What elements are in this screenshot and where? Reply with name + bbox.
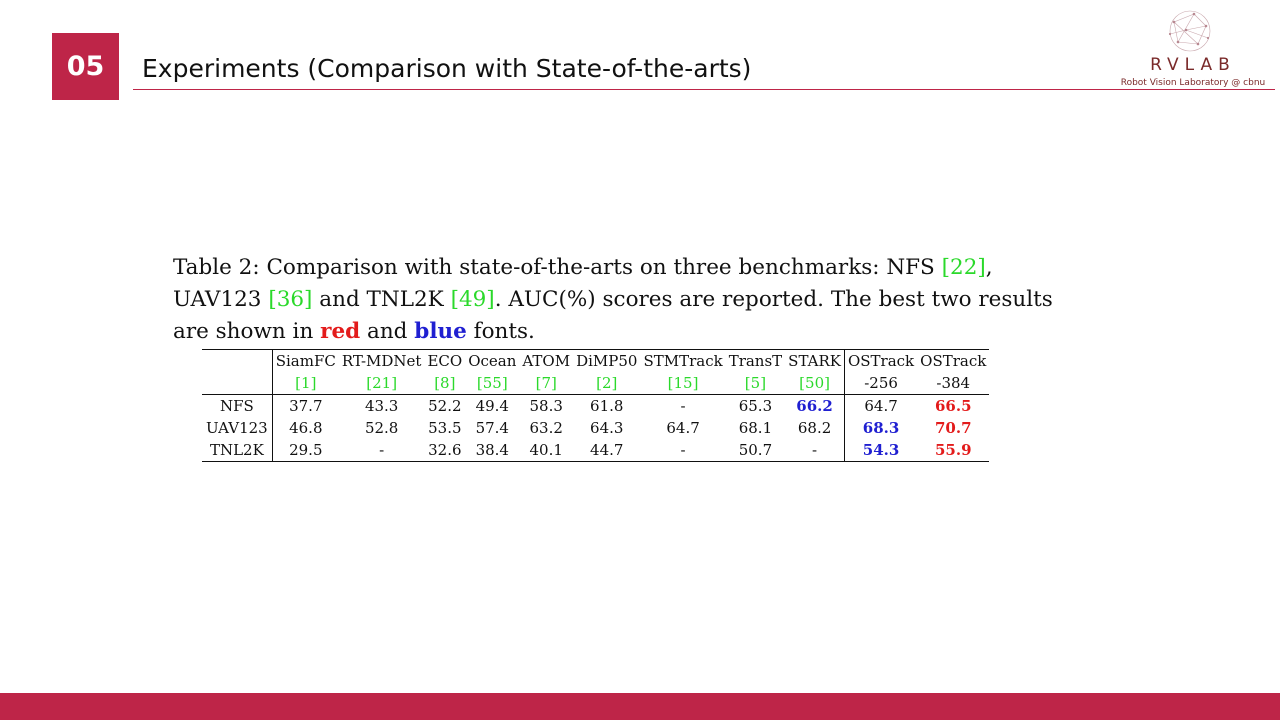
score-cell: 29.5 <box>289 441 323 459</box>
score-cell: 55.9 <box>934 441 972 459</box>
method-name-header: ECO <box>427 352 463 370</box>
score-cell: 70.7 <box>934 419 972 437</box>
citation-link[interactable]: [49] <box>450 287 495 312</box>
method-name-header: STARK <box>785 350 844 373</box>
method-citation-header[interactable]: [15] <box>640 372 725 395</box>
logo-subtitle: Robot Vision Laboratory @ cbnu <box>1120 78 1266 88</box>
method-citation-header[interactable]: [5] <box>726 372 785 395</box>
score-cell: 64.7 <box>864 397 898 415</box>
method-name-header: OSTrack <box>847 352 915 370</box>
score-cell: 50.7 <box>738 441 773 459</box>
method-citation-header: -256 <box>844 372 917 395</box>
table-row <box>202 395 989 418</box>
caption-text: UAV123 <box>173 287 269 312</box>
score-cell: 66.2 <box>785 395 844 418</box>
method-citation-header[interactable]: [1] <box>272 372 339 395</box>
method-name-header: STMTrack <box>643 352 723 370</box>
caption-text: fonts. <box>466 319 535 344</box>
logo-text: RVLAB <box>1150 55 1236 75</box>
method-citation-header[interactable]: [2] <box>573 372 640 395</box>
caption-text: , <box>985 255 993 280</box>
method-name-header: Ocean <box>468 352 517 370</box>
table-row <box>202 439 989 462</box>
method-citation-header[interactable]: [21] <box>339 372 425 395</box>
score-cell: - <box>680 397 686 415</box>
caption-blue-word: blue <box>414 319 467 344</box>
score-cell: 38.4 <box>475 441 509 459</box>
score-cell: 46.8 <box>289 419 323 437</box>
table-header-methods <box>202 350 989 373</box>
method-citation-header[interactable]: [7] <box>519 372 573 395</box>
score-cell: - <box>680 441 686 459</box>
method-citation-header[interactable]: [55] <box>465 372 519 395</box>
slide-title: Experiments (Comparison with State-of-the-arts) <box>142 54 752 83</box>
caption-line-3 <box>173 316 1103 348</box>
score-cell: 49.4 <box>475 397 509 415</box>
table-corner-cell <box>202 350 272 373</box>
citation-link[interactable]: [22] <box>941 255 986 280</box>
score-cell: 64.7 <box>666 419 700 437</box>
caption-text: and <box>360 319 415 344</box>
method-name-header: OSTrack <box>920 352 987 370</box>
table-caption <box>173 252 1103 348</box>
method-name-header: DiMP50 <box>576 352 638 370</box>
score-cell: 63.2 <box>529 419 563 437</box>
score-cell: 68.2 <box>785 417 844 439</box>
section-number-badge: 05 <box>52 33 119 100</box>
caption-line-2 <box>173 284 1103 316</box>
score-cell: 61.8 <box>590 397 624 415</box>
score-cell: 37.7 <box>289 397 323 415</box>
table-row <box>202 417 989 439</box>
score-cell: 68.1 <box>738 419 773 437</box>
footer-bar <box>0 693 1280 720</box>
method-citation-header: -384 <box>917 372 989 395</box>
table-header-citations <box>202 372 989 395</box>
caption-red-word: red <box>320 319 361 344</box>
method-name-header: TransT <box>728 352 783 370</box>
benchmark-label: UAV123 <box>202 417 272 439</box>
score-cell: 65.3 <box>738 397 773 415</box>
score-cell: 64.3 <box>590 419 624 437</box>
benchmark-label: TNL2K <box>202 439 272 462</box>
table-body <box>202 395 989 462</box>
score-cell: 52.8 <box>364 419 399 437</box>
caption-text: Table 2: Comparison with state-of-the-arts on three benchmarks: NFS <box>173 255 942 280</box>
score-cell: - <box>785 439 844 462</box>
score-cell: 40.1 <box>529 441 563 459</box>
score-cell: - <box>379 441 385 459</box>
score-cell: 68.3 <box>862 419 900 437</box>
method-citation-header[interactable]: [50] <box>785 372 844 395</box>
method-name-header: RT-MDNet <box>341 352 422 370</box>
benchmark-label: NFS <box>202 395 272 418</box>
score-cell: 52.2 <box>428 397 462 415</box>
network-globe-icon <box>1164 8 1216 54</box>
table-corner-cell <box>202 372 272 395</box>
score-cell: 66.5 <box>934 397 972 415</box>
score-cell: 58.3 <box>529 397 563 415</box>
title-underline <box>133 89 1275 90</box>
citation-link[interactable]: [36] <box>268 287 313 312</box>
caption-text: and TNL2K <box>312 287 451 312</box>
lab-logo <box>1112 8 1274 92</box>
score-cell: 32.6 <box>428 441 462 459</box>
score-cell: 57.4 <box>475 419 509 437</box>
caption-text: are shown in <box>173 319 321 344</box>
score-cell: 54.3 <box>862 441 900 459</box>
method-citation-header[interactable]: [8] <box>424 372 465 395</box>
method-name-header: ATOM <box>522 352 571 370</box>
score-cell: 44.7 <box>590 441 624 459</box>
results-table <box>202 349 989 462</box>
caption-text: . AUC(%) scores are reported. The best two results <box>494 287 1053 312</box>
caption-line-1 <box>173 252 1103 284</box>
score-cell: 53.5 <box>428 419 462 437</box>
method-name-header: SiamFC <box>275 352 336 370</box>
score-cell: 43.3 <box>364 397 399 415</box>
